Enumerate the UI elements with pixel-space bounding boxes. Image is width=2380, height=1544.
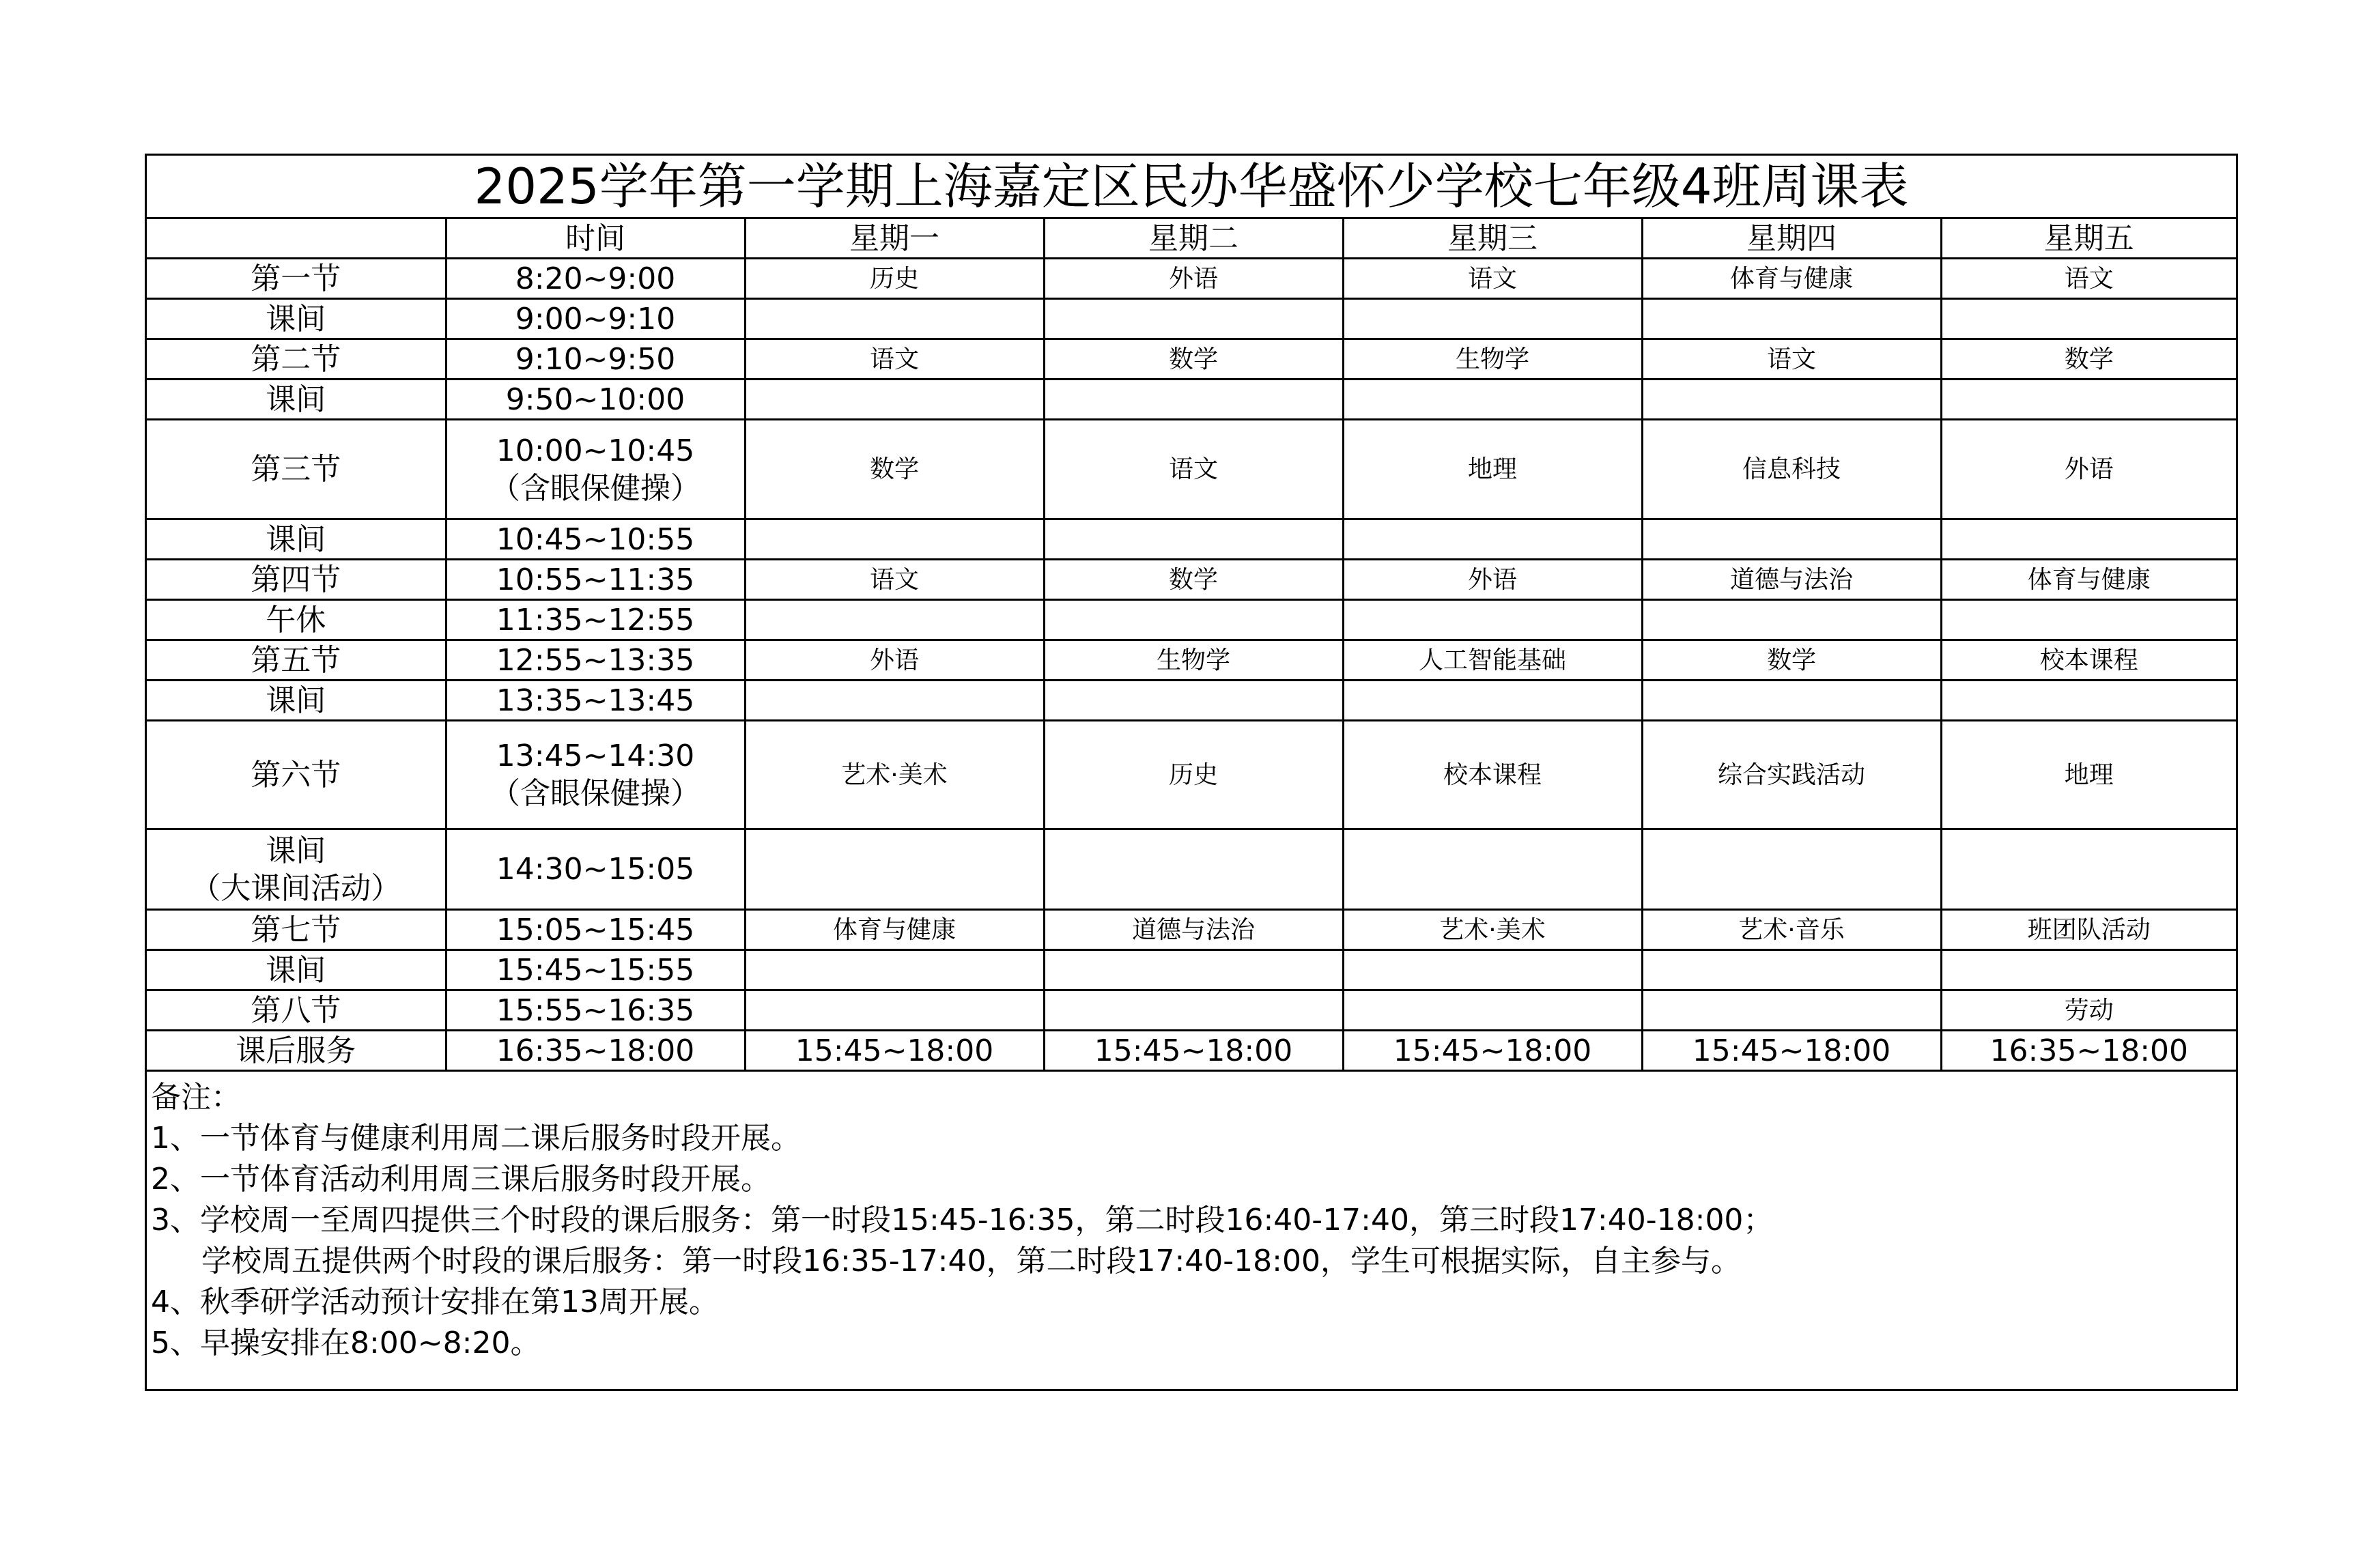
table-row bbox=[147, 950, 2236, 990]
subject-cell-monday: 数学 bbox=[745, 420, 1044, 519]
period-time: 13:35~13:45 bbox=[496, 683, 695, 718]
period-time: 10:55~11:35 bbox=[496, 562, 695, 597]
period-label bbox=[147, 640, 446, 681]
period-name: 课间 bbox=[266, 301, 326, 337]
note-line: 2、一节体育活动利用周三课后服务时段开展。 bbox=[151, 1162, 771, 1197]
subject-cell-thursday bbox=[1642, 600, 1941, 640]
period-time: 10:00~10:45 bbox=[496, 433, 695, 468]
table-row bbox=[147, 339, 2236, 380]
period-name: 课间 bbox=[266, 952, 326, 988]
period-name: 第五节 bbox=[251, 642, 341, 678]
subject-cell-wednesday: 语文 bbox=[1343, 259, 1642, 299]
subject-cell-friday bbox=[1941, 829, 2236, 910]
subject-cell-monday bbox=[745, 950, 1044, 990]
table-row bbox=[147, 1031, 2236, 1071]
note-line: 学校周五提供两个时段的课后服务：第一时段16:35-17:40，第二时段17:40-18:00，学生可根据实际，自主参与。 bbox=[201, 1244, 1741, 1278]
table-row bbox=[147, 829, 2236, 910]
subject-cell-monday: 历史 bbox=[745, 259, 1044, 299]
subject-cell-monday bbox=[745, 681, 1044, 721]
header-friday: 星期五 bbox=[1941, 218, 2236, 259]
period-time-cell bbox=[446, 990, 745, 1031]
period-label bbox=[147, 721, 446, 829]
header-row bbox=[147, 218, 2236, 259]
subject-cell-friday bbox=[1941, 681, 2236, 721]
period-name: 第六节 bbox=[251, 757, 341, 792]
subject-cell-thursday: 道德与法治 bbox=[1642, 560, 1941, 600]
subject-cell-thursday: 语文 bbox=[1642, 339, 1941, 380]
subject-cell-tuesday bbox=[1044, 829, 1343, 910]
time-note: （含眼保健操） bbox=[490, 776, 700, 811]
timetable-sheet bbox=[145, 154, 2238, 1391]
header-monday: 星期一 bbox=[745, 218, 1044, 259]
subject-cell-tuesday: 历史 bbox=[1044, 721, 1343, 829]
subject-cell-wednesday: 人工智能基础 bbox=[1343, 640, 1642, 681]
subject-cell-wednesday bbox=[1343, 950, 1642, 990]
period-name: 第一节 bbox=[251, 261, 341, 296]
period-label bbox=[147, 829, 446, 910]
subject-cell-wednesday bbox=[1343, 990, 1642, 1031]
subject-cell-friday: 外语 bbox=[1941, 420, 2236, 519]
subject-cell-wednesday: 艺术·美术 bbox=[1343, 910, 1642, 950]
period-name: 第四节 bbox=[251, 562, 341, 597]
period-time-cell bbox=[446, 600, 745, 640]
subject-cell-wednesday bbox=[1343, 600, 1642, 640]
notes-cell bbox=[147, 1071, 2236, 1364]
period-label bbox=[147, 950, 446, 990]
period-time-cell bbox=[446, 380, 745, 420]
table-row bbox=[147, 600, 2236, 640]
period-name: 课后服务 bbox=[236, 1033, 356, 1068]
header-time: 时间 bbox=[446, 218, 745, 259]
period-time: 10:45~10:55 bbox=[496, 521, 695, 557]
subject-cell-thursday bbox=[1642, 990, 1941, 1031]
service-time-wednesday: 15:45~18:00 bbox=[1343, 1031, 1642, 1071]
subject-cell-monday bbox=[745, 380, 1044, 420]
period-time-cell bbox=[446, 950, 745, 990]
table-row bbox=[147, 259, 2236, 299]
period-time: 14:30~15:05 bbox=[496, 852, 695, 887]
table-row bbox=[147, 910, 2236, 950]
note-line: 5、早操安排在8:00~8:20。 bbox=[151, 1326, 541, 1360]
service-time-monday: 15:45~18:00 bbox=[745, 1031, 1044, 1071]
notes bbox=[147, 1072, 2236, 1364]
period-name: 午休 bbox=[266, 602, 326, 638]
subject-cell-tuesday: 道德与法治 bbox=[1044, 910, 1343, 950]
subject-cell-tuesday: 数学 bbox=[1044, 339, 1343, 380]
header-wednesday: 星期三 bbox=[1343, 218, 1642, 259]
subject-cell-tuesday: 语文 bbox=[1044, 420, 1343, 519]
subject-cell-thursday: 综合实践活动 bbox=[1642, 721, 1941, 829]
subject-cell-tuesday bbox=[1044, 600, 1343, 640]
service-time-tuesday: 15:45~18:00 bbox=[1044, 1031, 1343, 1071]
period-name: 课间 bbox=[266, 833, 326, 868]
subject-cell-friday bbox=[1941, 299, 2236, 339]
period-note: （大课间活动） bbox=[190, 870, 401, 906]
subject-cell-monday bbox=[745, 299, 1044, 339]
period-time-cell bbox=[446, 259, 745, 299]
period-time-cell bbox=[446, 560, 745, 600]
period-time-cell bbox=[446, 721, 745, 829]
period-time-cell bbox=[446, 640, 745, 681]
subject-cell-wednesday: 校本课程 bbox=[1343, 721, 1642, 829]
subject-cell-friday: 校本课程 bbox=[1941, 640, 2236, 681]
subject-cell-thursday: 数学 bbox=[1642, 640, 1941, 681]
note-line: 4、秋季研学活动预计安排在第13周开展。 bbox=[151, 1285, 719, 1319]
period-time-cell bbox=[446, 420, 745, 519]
period-time: 15:05~15:45 bbox=[496, 912, 695, 947]
table-row bbox=[147, 560, 2236, 600]
period-time-cell bbox=[446, 519, 745, 560]
subject-cell-friday bbox=[1941, 950, 2236, 990]
period-name: 课间 bbox=[266, 382, 326, 417]
subject-cell-friday: 班团队活动 bbox=[1941, 910, 2236, 950]
subject-cell-monday bbox=[745, 600, 1044, 640]
subject-cell-tuesday bbox=[1044, 519, 1343, 560]
period-name: 第二节 bbox=[251, 341, 341, 377]
period-label bbox=[147, 259, 446, 299]
table-row bbox=[147, 640, 2236, 681]
note-line: 1、一节体育与健康利用周二课后服务时段开展。 bbox=[151, 1121, 801, 1156]
period-label bbox=[147, 600, 446, 640]
period-name: 第八节 bbox=[251, 992, 341, 1028]
table-row bbox=[147, 299, 2236, 339]
subject-cell-tuesday bbox=[1044, 990, 1343, 1031]
subject-cell-thursday bbox=[1642, 950, 1941, 990]
subject-cell-tuesday: 生物学 bbox=[1044, 640, 1343, 681]
subject-cell-wednesday bbox=[1343, 829, 1642, 910]
subject-cell-wednesday: 外语 bbox=[1343, 560, 1642, 600]
subject-cell-wednesday: 地理 bbox=[1343, 420, 1642, 519]
header-tuesday: 星期二 bbox=[1044, 218, 1343, 259]
period-name: 第七节 bbox=[251, 912, 341, 947]
period-time: 15:55~16:35 bbox=[496, 992, 695, 1028]
period-time: 9:00~9:10 bbox=[515, 301, 676, 337]
subject-cell-friday: 地理 bbox=[1941, 721, 2236, 829]
table-row bbox=[147, 681, 2236, 721]
subject-cell-friday: 数学 bbox=[1941, 339, 2236, 380]
table-row bbox=[147, 519, 2236, 560]
period-time: 9:10~9:50 bbox=[515, 341, 676, 377]
subject-cell-thursday bbox=[1642, 681, 1941, 721]
subject-cell-tuesday bbox=[1044, 299, 1343, 339]
period-label bbox=[147, 299, 446, 339]
period-label bbox=[147, 560, 446, 600]
subject-cell-wednesday bbox=[1343, 519, 1642, 560]
subject-cell-tuesday bbox=[1044, 681, 1343, 721]
subject-cell-thursday: 体育与健康 bbox=[1642, 259, 1941, 299]
subject-cell-friday: 体育与健康 bbox=[1941, 560, 2236, 600]
subject-cell-monday: 语文 bbox=[745, 339, 1044, 380]
subject-cell-tuesday: 外语 bbox=[1044, 259, 1343, 299]
period-name: 课间 bbox=[266, 683, 326, 718]
timetable bbox=[147, 156, 2236, 1364]
subject-cell-monday bbox=[745, 829, 1044, 910]
period-label bbox=[147, 339, 446, 380]
subject-cell-thursday: 信息科技 bbox=[1642, 420, 1941, 519]
subject-cell-friday: 劳动 bbox=[1941, 990, 2236, 1031]
service-time-friday: 16:35~18:00 bbox=[1941, 1031, 2236, 1071]
period-label bbox=[147, 990, 446, 1031]
period-label bbox=[147, 420, 446, 519]
period-time: 11:35~12:55 bbox=[496, 602, 695, 638]
period-time-cell bbox=[446, 1031, 745, 1071]
period-time: 8:20~9:00 bbox=[515, 261, 676, 296]
subject-cell-monday bbox=[745, 990, 1044, 1031]
subject-cell-wednesday bbox=[1343, 380, 1642, 420]
period-time-cell bbox=[446, 299, 745, 339]
subject-cell-wednesday bbox=[1343, 299, 1642, 339]
period-label bbox=[147, 910, 446, 950]
period-time: 16:35~18:00 bbox=[496, 1033, 695, 1068]
subject-cell-thursday bbox=[1642, 380, 1941, 420]
period-time: 9:50~10:00 bbox=[505, 382, 685, 417]
period-label bbox=[147, 681, 446, 721]
subject-cell-monday: 艺术·美术 bbox=[745, 721, 1044, 829]
table-row bbox=[147, 420, 2236, 519]
subject-cell-thursday bbox=[1642, 299, 1941, 339]
service-time-thursday: 15:45~18:00 bbox=[1642, 1031, 1941, 1071]
header-thursday: 星期四 bbox=[1642, 218, 1941, 259]
subject-cell-thursday bbox=[1642, 519, 1941, 560]
table-row bbox=[147, 990, 2236, 1031]
period-time-cell bbox=[446, 681, 745, 721]
period-time-cell bbox=[446, 829, 745, 910]
notes-heading: 备注： bbox=[151, 1080, 241, 1115]
subject-cell-wednesday: 生物学 bbox=[1343, 339, 1642, 380]
time-note: （含眼保健操） bbox=[490, 470, 700, 506]
period-time: 13:45~14:30 bbox=[496, 739, 695, 773]
subject-cell-friday bbox=[1941, 380, 2236, 420]
period-name: 第三节 bbox=[251, 452, 341, 487]
subject-cell-thursday: 艺术·音乐 bbox=[1642, 910, 1941, 950]
note-line: 3、学校周一至周四提供三个时段的课后服务：第一时段15:45-16:35，第二时段16:40-17:40，第三时段17:40-18:00； bbox=[151, 1203, 1774, 1238]
subject-cell-monday: 外语 bbox=[745, 640, 1044, 681]
table-row bbox=[147, 380, 2236, 420]
period-time-cell bbox=[446, 910, 745, 950]
period-time: 15:45~15:55 bbox=[496, 952, 695, 988]
period-label bbox=[147, 380, 446, 420]
period-time-cell bbox=[446, 339, 745, 380]
header-blank-cell bbox=[147, 218, 446, 259]
period-name: 课间 bbox=[266, 521, 326, 557]
subject-cell-monday: 语文 bbox=[745, 560, 1044, 600]
subject-cell-tuesday: 数学 bbox=[1044, 560, 1343, 600]
subject-cell-thursday bbox=[1642, 829, 1941, 910]
subject-cell-monday: 体育与健康 bbox=[745, 910, 1044, 950]
period-label bbox=[147, 519, 446, 560]
period-label bbox=[147, 1031, 446, 1071]
subject-cell-tuesday bbox=[1044, 950, 1343, 990]
subject-cell-monday bbox=[745, 519, 1044, 560]
subject-cell-friday: 语文 bbox=[1941, 259, 2236, 299]
period-time: 12:55~13:35 bbox=[496, 642, 695, 678]
subject-cell-friday bbox=[1941, 600, 2236, 640]
subject-cell-tuesday bbox=[1044, 380, 1343, 420]
subject-cell-wednesday bbox=[1343, 681, 1642, 721]
table-row bbox=[147, 721, 2236, 829]
subject-cell-friday bbox=[1941, 519, 2236, 560]
page-title: 2025学年第一学期上海嘉定区民办华盛怀少学校七年级4班周课表 bbox=[147, 156, 2236, 218]
